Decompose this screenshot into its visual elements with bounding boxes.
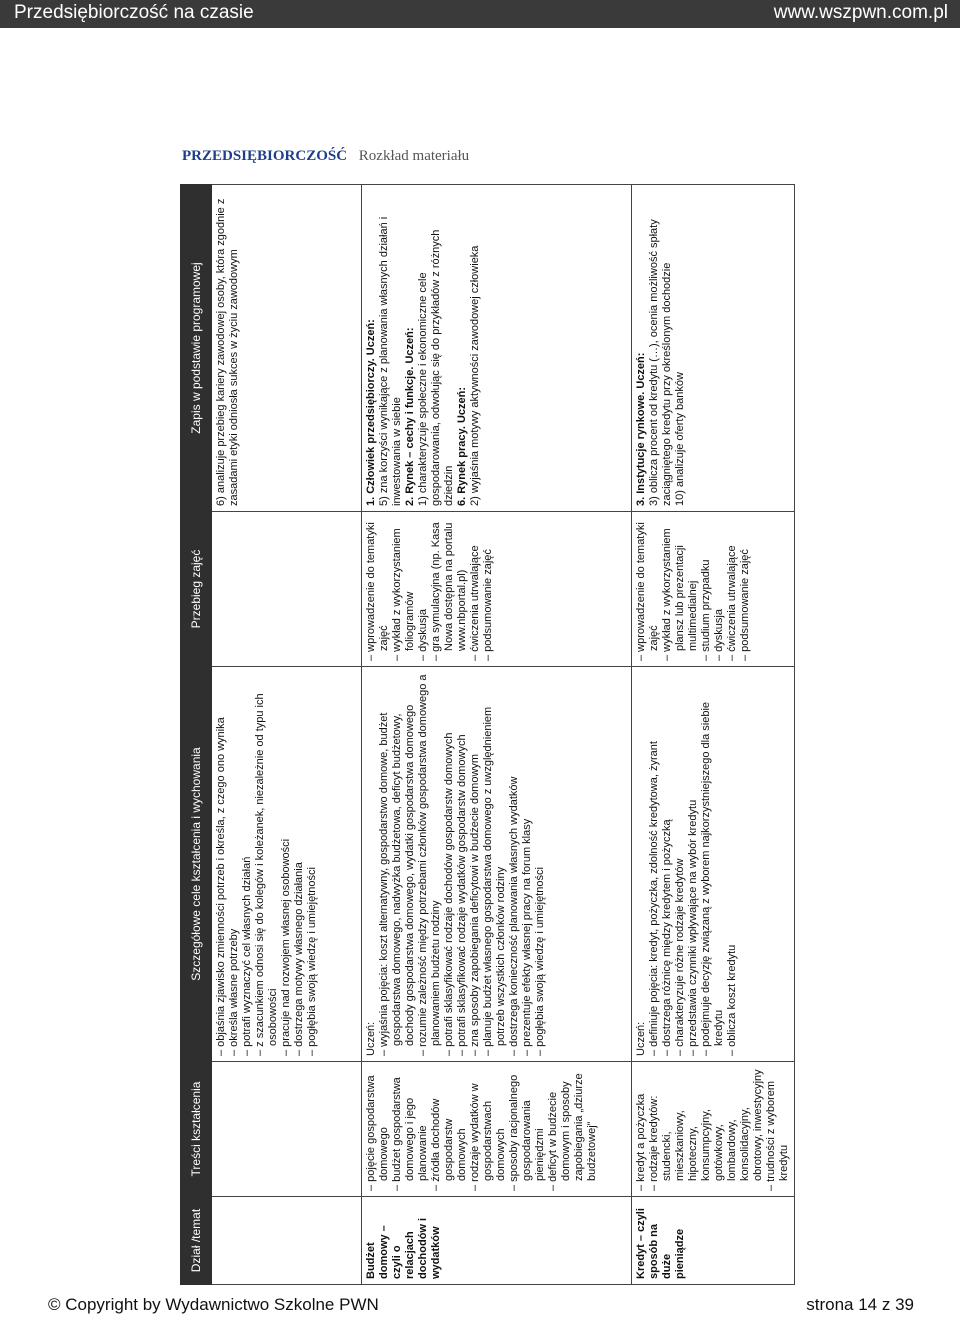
header-url[interactable]: www.wszpwn.com.pl xyxy=(773,2,948,23)
row-process xyxy=(362,512,632,667)
goals-intro: Uczeń: xyxy=(635,1021,647,1056)
row-content xyxy=(632,1062,795,1197)
title-sub: Rozkład materiału xyxy=(358,148,470,164)
rotated-table-container xyxy=(180,185,790,1285)
goals-list xyxy=(215,672,319,1056)
list-item: – wprowadzenie do tematyki zajęć xyxy=(365,517,391,661)
list-item: – rozumie zależność między potrzebami członków gospodarstwa domowego a planowaniem budżetu rodziny xyxy=(417,672,443,1056)
list-item: – dostrzega konieczność planowania własnych wydatków xyxy=(508,672,521,1056)
program-heading-text: 2. Rynek – cechy i funkcje. Uczeń: xyxy=(404,327,416,506)
list-item: – rodzaje kredytów: studencki, mieszkaniowy, hipoteczny, konsumpcyjny, gotówkowy, lombardowy, konsolidacyjny, obrotowy, inwestycyjny xyxy=(648,1067,765,1191)
list-item: – wykład z wykorzystaniem plansz lub prezentacji multimedialnej xyxy=(661,517,700,661)
footer-page-number: strona 14 z 39 xyxy=(806,1295,914,1314)
row-goals xyxy=(632,667,795,1062)
list-item: – oblicza koszt kredytu xyxy=(726,672,739,1056)
list-item: – dostrzega różnicę między kredytem i pożyczką xyxy=(661,672,674,1056)
row-process xyxy=(632,512,795,667)
program-line: 5) zna korzyści wynikające z planowania własnych działań i inwestowania w siebie xyxy=(378,216,403,506)
list-item: – podejmuje decyzję związaną z wyborem najkorzystniejszego dla siebie kredytu xyxy=(700,672,726,1056)
list-item: – potrafi wyznaczyć cel własnych działań xyxy=(241,672,254,1056)
list-item: – studium przypadku xyxy=(700,517,713,661)
program-line: 2) wyjaśnia motywy aktywności zawodowej człowieka xyxy=(469,245,481,506)
table-row xyxy=(632,185,795,1285)
goals-list xyxy=(378,672,547,1056)
list-item: – pracuje nad rozwojem własnej osobowości xyxy=(280,672,293,1056)
list-item: – potrafi sklasyfikować rodzaje wydatków gospodarstw domowych xyxy=(456,672,469,1056)
program-line: 10) analizuje oferty banków xyxy=(674,372,686,506)
list-item: – pogłębia swoją wiedzę i umiejętności xyxy=(534,672,547,1056)
list-item: – gra symulacyjna (np. Kasa Nowa dostępna na portalu www.nbportal.pl) xyxy=(430,517,469,661)
list-item: – wprowadzenie do tematyki zajęć xyxy=(635,517,661,661)
program-heading xyxy=(404,190,417,506)
col-header-content: Treści kształcenia xyxy=(181,1062,212,1197)
table-row xyxy=(212,185,362,1285)
table-row xyxy=(362,185,632,1285)
program-heading xyxy=(635,190,648,506)
list-item: – podsumowanie zajęć xyxy=(739,517,752,661)
list-item: – deficyt w budżecie domowym i sposoby zapobiegania „dziurze budżetowej” xyxy=(547,1067,599,1191)
list-item: – planuje budżet własnego gospodarstwa domowego z uwzględnieniem potrzeb wszystkich członków rodziny xyxy=(482,672,508,1056)
document-title xyxy=(182,148,469,165)
list-item: – charakteryzuje różne rodzaje kredytów xyxy=(674,672,687,1056)
schedule-table xyxy=(180,184,795,1285)
list-item: – objaśnia zjawisko zmienności potrzeb i określa, z czego ono wynika xyxy=(215,672,228,1056)
list-item: – dostrzega motywy własnego działania xyxy=(293,672,306,1056)
program-line: 6) analizuje przebieg kariery zawodowej osoby, która zgodnie z zasadami etyki odniosła sukces w życiu zawodowym xyxy=(215,198,240,506)
row-program xyxy=(632,185,795,512)
list-item: – definiuje pojęcia: kredyt, pożyczka, zdolność kredytowa, żyrant xyxy=(648,672,661,1056)
program-heading-text: 3. Instytucje rynkowe. Uczeń: xyxy=(635,352,647,506)
list-item: – z szacunkiem odnosi się do kolegów i koleżanek, niezależnie od typu ich osobowości xyxy=(254,672,280,1056)
list-item: – źródła dochodów gospodarstw domowych xyxy=(430,1067,469,1191)
list-item: – kredyt a pożyczka xyxy=(635,1067,648,1191)
list-item: – sposoby racjonalnego gospodarowania pieniędzmi xyxy=(508,1067,547,1191)
process-list xyxy=(635,517,752,661)
program-heading-text: 1. Człowiek przedsiębiorczy. Uczeń: xyxy=(365,319,377,506)
row-goals xyxy=(362,667,632,1062)
program-heading xyxy=(456,190,469,506)
process-list xyxy=(365,517,495,661)
list-item: – trudności z wyborem kredytu xyxy=(765,1067,791,1191)
list-item: – zna sposoby zapobiegania deficytowi w budżecie domowym xyxy=(469,672,482,1056)
list-item: – potrafi sklasyfikować rodzaje dochodów gospodarstw domowych xyxy=(443,672,456,1056)
row-program xyxy=(362,185,632,512)
list-item: – pojęcie gospodarstwa domowego xyxy=(365,1067,391,1191)
program-heading xyxy=(365,190,378,506)
row-topic: Budżet domowy – czyli o relacjach dochodów i wydatków xyxy=(362,1197,632,1285)
list-item: – wyjaśnia pojęcia: koszt alternatywny, gospodarstwo domowe, budżet gospodarstwa domowego, nadwyżka budżetowa, deficyt budżetowy, dochody gospodarstwa domowego, wydatki gospodarstwa domowego xyxy=(378,672,417,1056)
col-header-topic: Dział /temat xyxy=(181,1197,212,1285)
row-content xyxy=(212,1062,362,1197)
goals-list xyxy=(648,672,739,1056)
table-header-row xyxy=(181,185,212,1285)
program-line: 3) oblicza procent od kredytu (…), ocenia możliwość spłaty zaciągniętego kredytu przy określonym dochodzie xyxy=(648,219,673,506)
list-item: – określa własne potrzeby xyxy=(228,672,241,1056)
list-item: – podsumowanie zajęć xyxy=(482,517,495,661)
list-item: – budżet gospodarstwa domowego i jego planowanie xyxy=(391,1067,430,1191)
col-header-program: Zapis w podstawie programowej xyxy=(181,185,212,512)
list-item: – prezentuje efekty własnej pracy na forum klasy xyxy=(521,672,534,1056)
program-line: 1) charakteryzuje społeczne i ekonomiczne cele gospodarowania, odwołując się do przykładów z różnych dziedzin xyxy=(417,229,455,506)
table-viewport xyxy=(180,185,790,1285)
list-item: – dyskusja xyxy=(417,517,430,661)
header-title: Przedsiębiorczość na czasie xyxy=(14,2,254,23)
row-goals xyxy=(212,667,362,1062)
top-bar xyxy=(0,0,960,28)
list-item: – ćwiczenia utrwalające xyxy=(469,517,482,661)
footer-copyright: © Copyright by Wydawnictwo Szkolne PWN xyxy=(48,1295,379,1314)
col-header-goals: Szczegółowe cele kształcenia i wychowania xyxy=(181,667,212,1062)
list-item: – przedstawia czynniki wpływające na wybór kredytu xyxy=(687,672,700,1056)
col-header-process: Przebieg zajęć xyxy=(181,512,212,667)
footer xyxy=(0,1293,960,1319)
list-item: – dyskusja xyxy=(713,517,726,661)
content-list xyxy=(365,1067,599,1191)
content-list xyxy=(635,1067,791,1191)
list-item: – pogłębia swoją wiedzę i umiejętności xyxy=(306,672,319,1056)
program-heading-text: 6. Rynek pracy. Uczeń: xyxy=(456,386,468,506)
list-item: – wykład z wykorzystaniem foliogramów xyxy=(391,517,417,661)
goals-intro: Uczeń: xyxy=(365,1021,377,1056)
row-content xyxy=(362,1062,632,1197)
row-topic xyxy=(212,1197,362,1285)
row-program xyxy=(212,185,362,512)
list-item: – ćwiczenia utrwalające xyxy=(726,517,739,661)
list-item: – rodzaje wydatków w gospodarstwach domowych xyxy=(469,1067,508,1191)
title-strong: PRZEDSIĘBIORCZOŚĆ xyxy=(182,148,348,164)
row-topic: Kredyt – czyli sposób na duże pieniądze xyxy=(632,1197,795,1285)
row-process xyxy=(212,512,362,667)
